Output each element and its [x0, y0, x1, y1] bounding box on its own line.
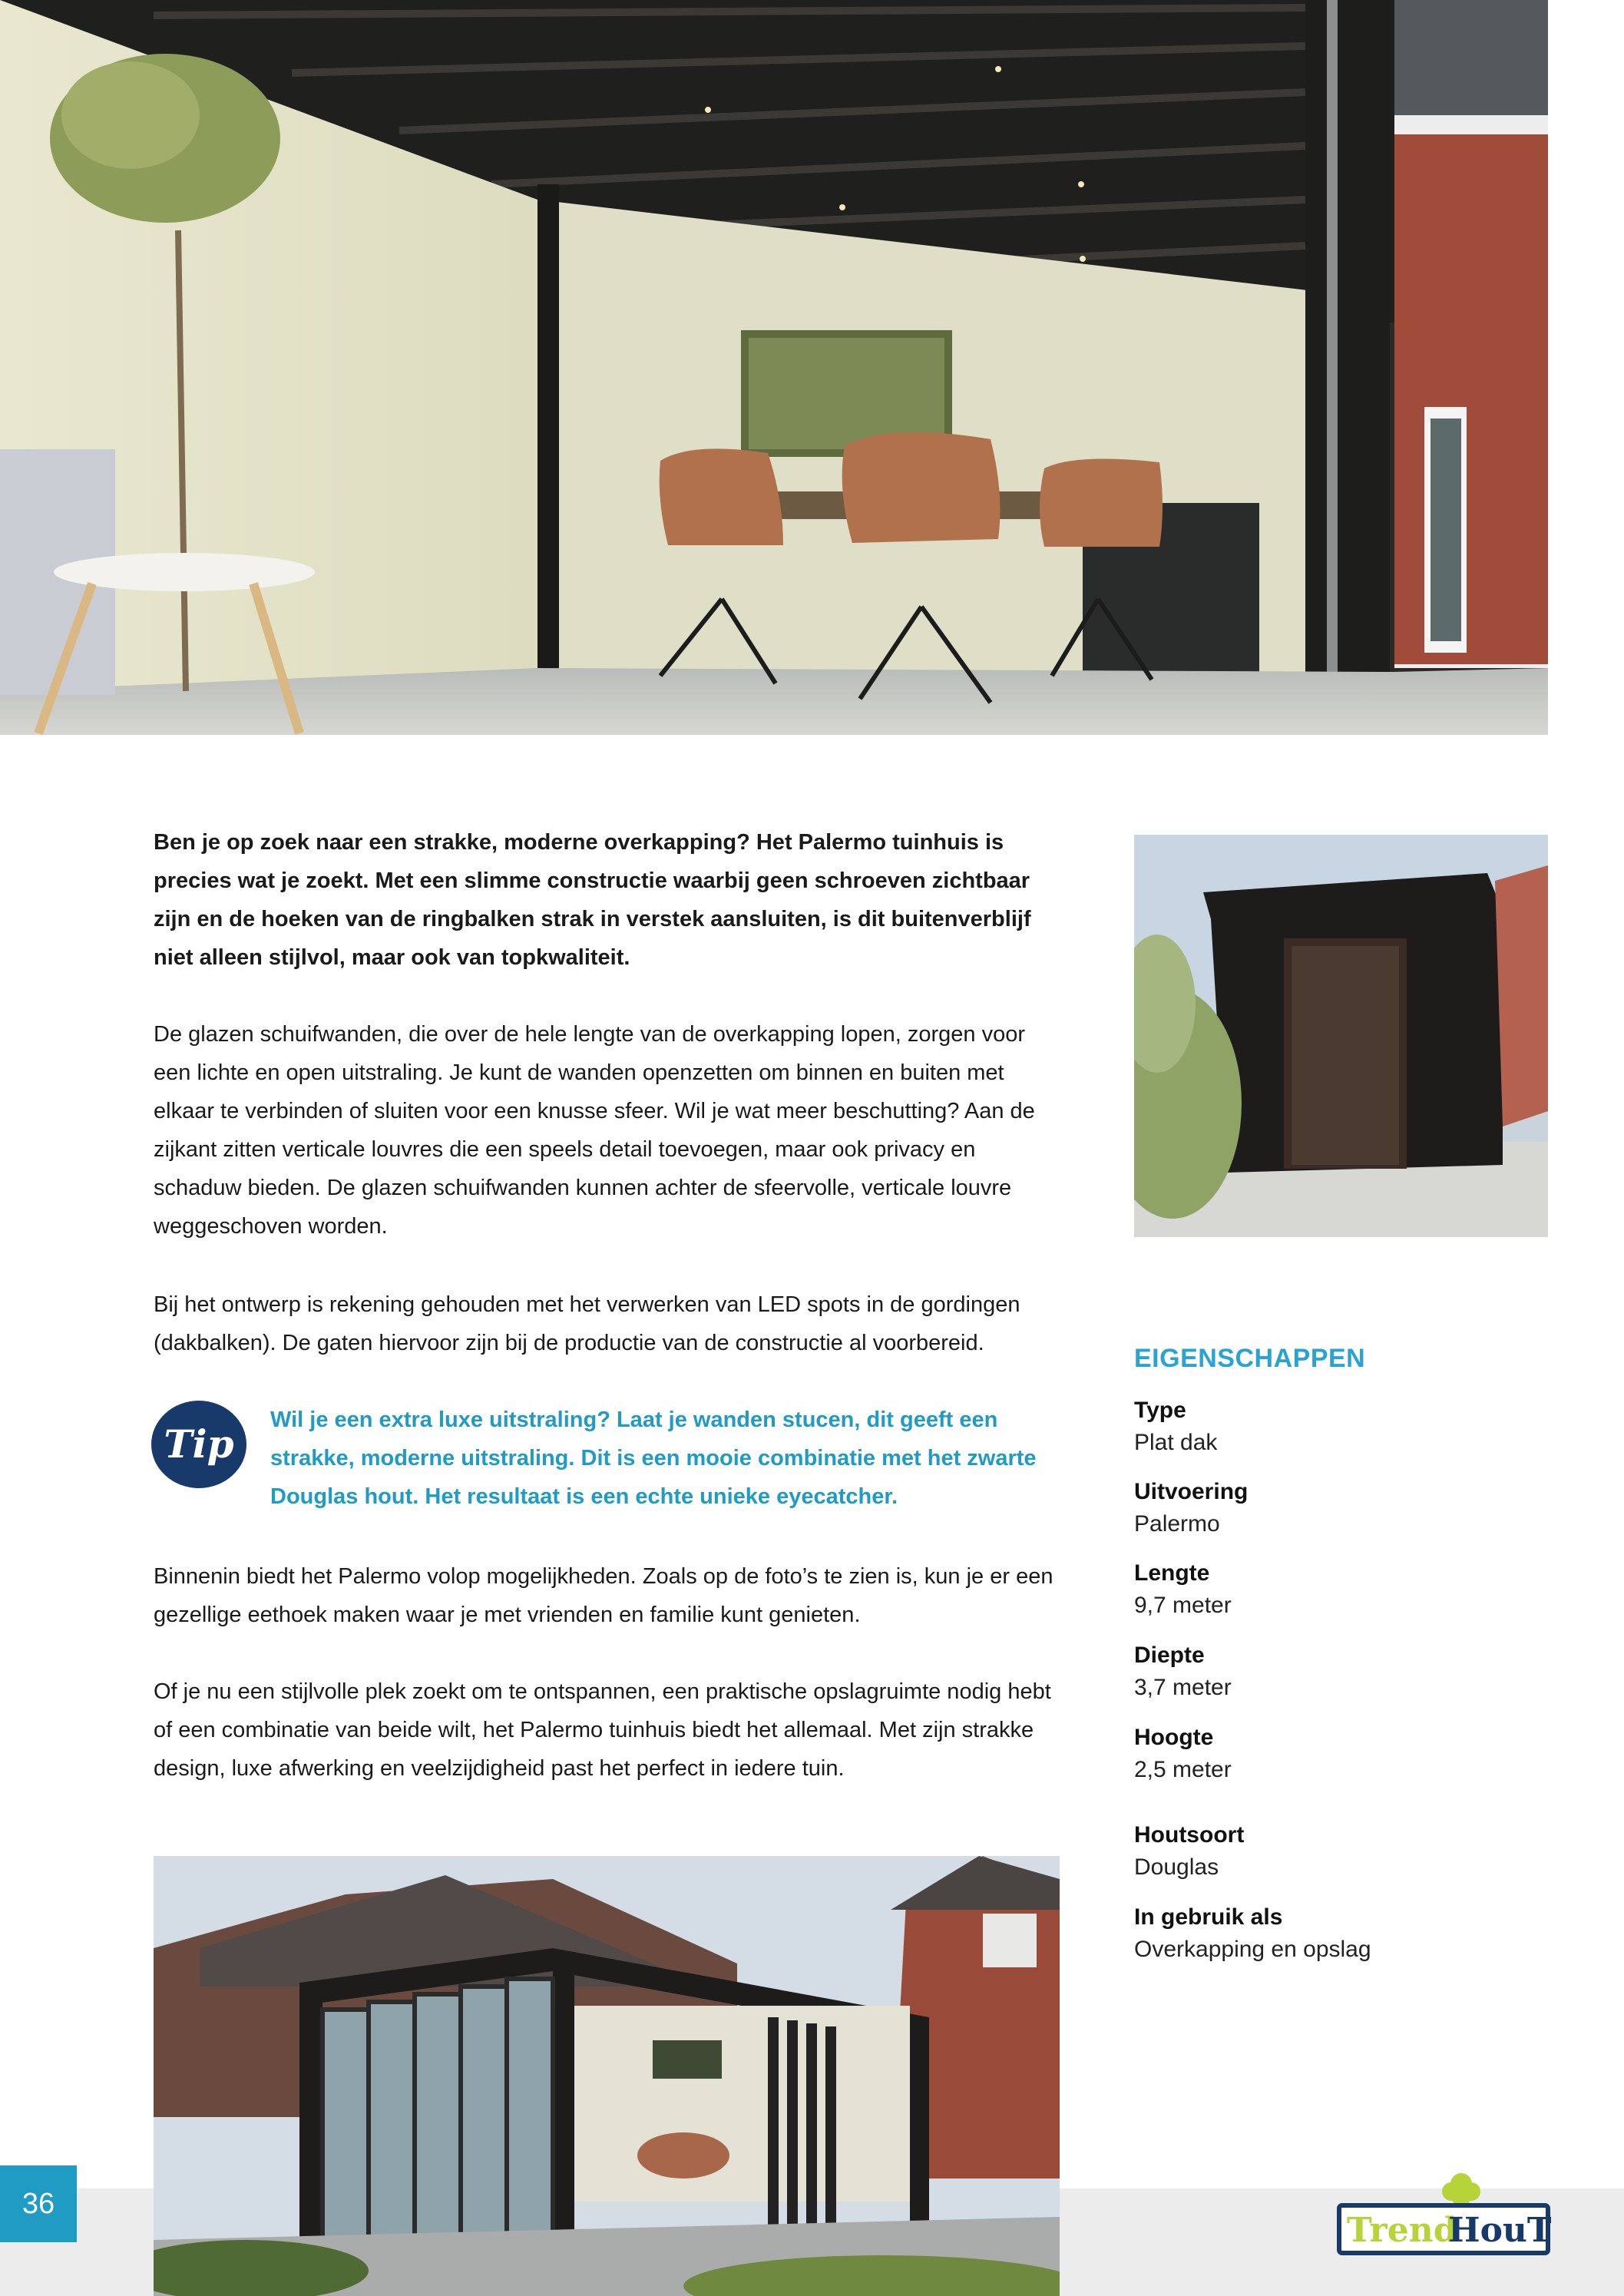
- paragraph-text: Of je nu een stijlvolle plek zoekt om te ontspannen, een praktische opslagruimte nodig hebt of een combinatie van beide wilt, het Palermo tuinhuis biedt het allemaal. Met zijn strakke design, luxe afwerking en veelzijdigheid past het perfect in iedere tuin.: [154, 1679, 1051, 1781]
- paragraph-text: Binnenin biedt het Palermo volop mogelijkheden. Zoals op de foto’s te zien is, kun je er een gezellige eethoek maken waar je met vrienden en familie kunt genieten.: [154, 1564, 1053, 1627]
- page-number: 36: [0, 2165, 77, 2242]
- paragraph: [154, 1557, 1060, 1634]
- property-value: 9,7 meter: [1134, 1593, 1232, 1618]
- bottom-photo: [154, 1856, 1060, 2296]
- logo-text-hout: HouT: [1448, 2211, 1551, 2250]
- trendhout-logo: [1336, 2167, 1551, 2259]
- paragraph-text: De glazen schuifwanden, die over de hele lengte van de overkapping lopen, zorgen voor een lichte en open uitstraling. Je kunt de wanden openzetten om binnen en buiten met elkaar te verbinden of sluiten voor een knusse sfeer. Wil je wat meer beschutting? Aan de zijkant zitten verticale louvres die een speels detail toevoegen, maar ook privacy en schaduw bieden. De glazen schuifwanden kunnen achter de sfeervolle, verticale louvre weggeschoven worden.: [154, 1022, 1035, 1239]
- side-photo: [1134, 835, 1548, 1237]
- intro-text: Ben je op zoek naar een strakke, moderne overkapping? Het Palermo tuinhuis is precies wat je zoekt. Met een slimme constructie waarbij geen schroeven zichtbaar zijn en de hoeken van de ringbalken strak in verstek aansluiten, is dit buitenverblijf niet alleen stijlvol, maar ook van topkwaliteit.: [154, 830, 1031, 970]
- property-value: Douglas: [1134, 1854, 1219, 1880]
- property-label: Uitvoering: [1134, 1479, 1249, 1504]
- logo-text-trend: Trend: [1347, 2211, 1457, 2250]
- paragraph: [154, 1015, 1060, 1246]
- tip-text: Wil je een extra luxe uitstraling? Laat je wanden stucen, dit geeft een strakke, moderne uitstraling. Dit is een mooie combinatie met het zwarte Douglas hout. Het resultaat is een echte unieke eyecatcher.: [270, 1408, 1037, 1509]
- tip-badge-label: Tip: [164, 1421, 234, 1467]
- property-label: Houtsoort: [1134, 1822, 1245, 1848]
- property-value: Overkapping en opslag: [1134, 1937, 1371, 1962]
- property-value: Plat dak: [1134, 1430, 1218, 1455]
- paragraph-text: Bij het ontwerp is rekening gehouden met het verwerken van LED spots in de gordingen (dakbalken). De gaten hiervoor zijn bij de productie van de constructie al voorbereid.: [154, 1292, 1020, 1355]
- property-label: Lengte: [1134, 1560, 1210, 1586]
- properties-heading: EIGENSCHAPPEN: [1134, 1344, 1366, 1373]
- property-label: Type: [1134, 1398, 1186, 1423]
- tree-icon: [1442, 2173, 1480, 2207]
- property-label: Diepte: [1134, 1643, 1205, 1668]
- property-label: Hoogte: [1134, 1725, 1214, 1750]
- property-label: In gebruik als: [1134, 1904, 1283, 1930]
- tip-badge-icon: [150, 1399, 247, 1490]
- paragraph: [154, 1285, 1060, 1362]
- property-value: 2,5 meter: [1134, 1757, 1232, 1782]
- paragraph: [154, 1672, 1060, 1788]
- hero-photo: [0, 0, 1548, 735]
- intro-paragraph: [154, 823, 1060, 977]
- property-value: 3,7 meter: [1134, 1675, 1232, 1700]
- property-value: Palermo: [1134, 1511, 1220, 1537]
